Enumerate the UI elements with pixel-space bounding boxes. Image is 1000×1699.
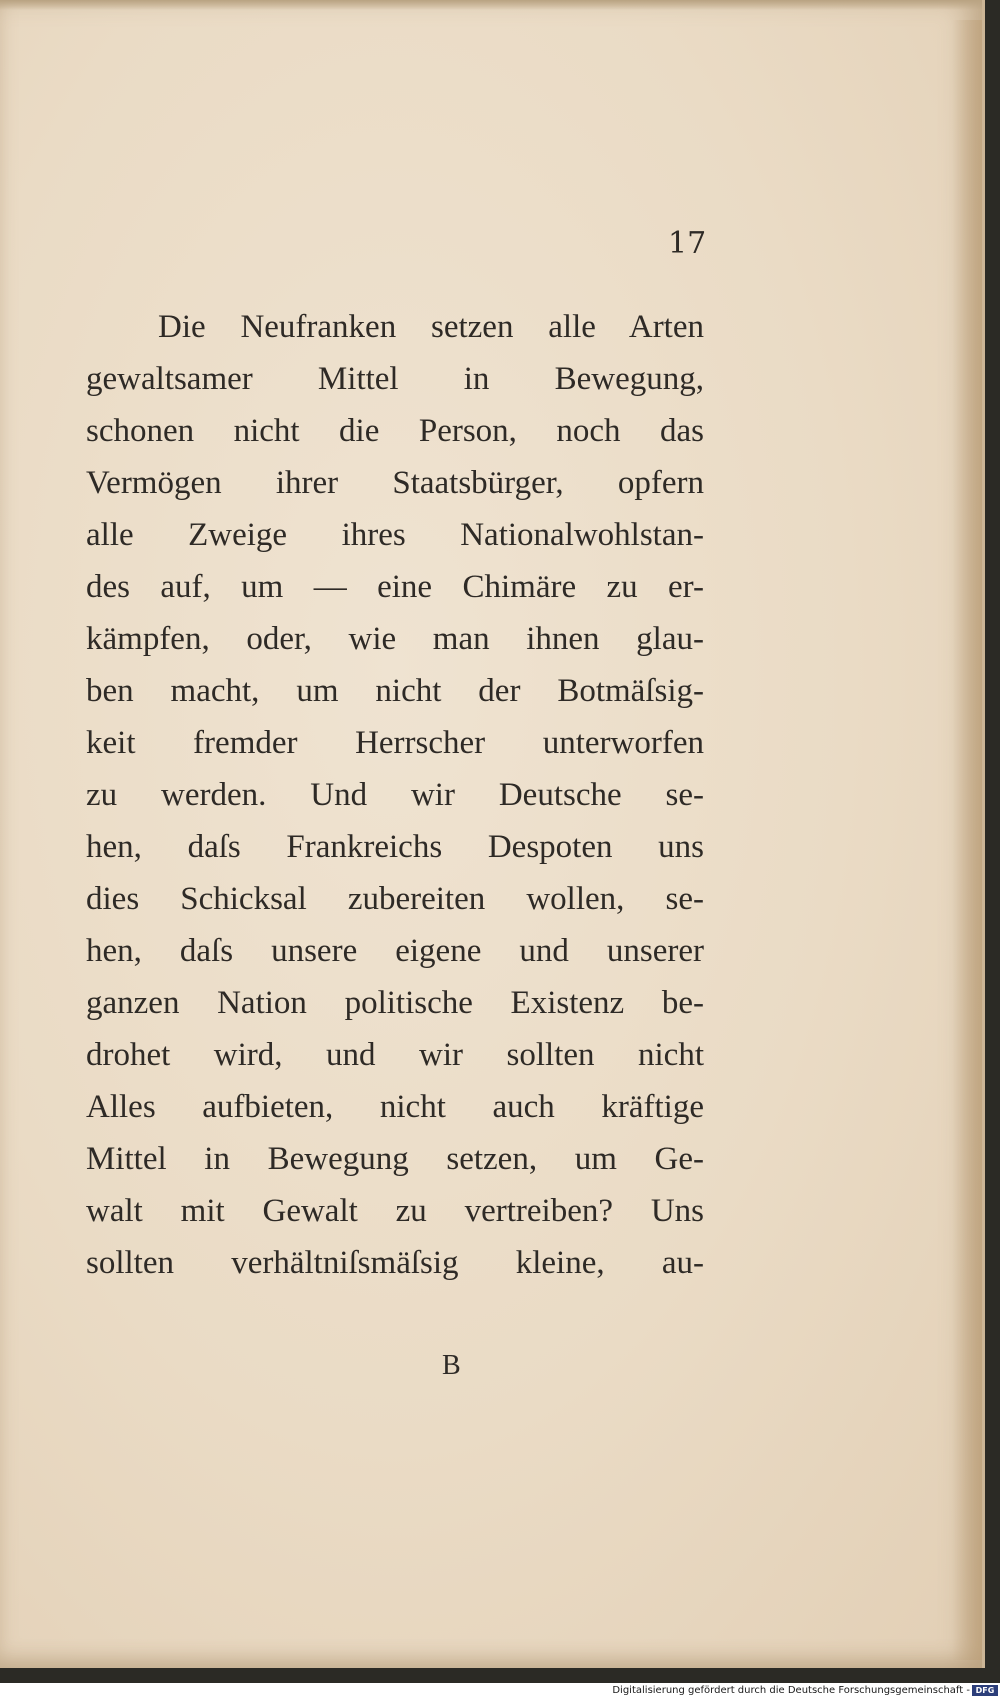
text-line: sollten verhältniſsmäſsig kleine, au- xyxy=(86,1245,704,1281)
text-line: walt mit Gewalt zu vertreiben? Uns xyxy=(86,1193,704,1229)
page-top-edge xyxy=(0,0,982,10)
text-line: ben macht, um nicht der Botmäſsig- xyxy=(86,673,704,709)
text-line: hen, daſs unsere eigene und unserer xyxy=(86,933,704,969)
footer-credit: Digitalisierung gefördert durch die Deutsche Forschungsgemeinschaft - xyxy=(612,1685,970,1696)
text-line: Mittel in Bewegung setzen, um Ge- xyxy=(86,1141,704,1177)
page-right-edge xyxy=(952,20,982,1660)
dfg-logo-icon: DFG xyxy=(972,1685,998,1696)
text-line: Vermögen ihrer Staatsbürger, opfern xyxy=(86,465,704,501)
digitization-footer xyxy=(0,1683,1000,1699)
text-line: alle Zweige ihres Nationalwohlstan- xyxy=(86,517,704,553)
text-line: Die Neufranken setzen alle Arten xyxy=(158,309,704,345)
text-line: hen, daſs Frankreichs Despoten uns xyxy=(86,829,704,865)
text-line: ganzen Nation politische Existenz be- xyxy=(86,985,704,1021)
text-line: kämpfen, oder, wie man ihnen glau- xyxy=(86,621,704,657)
text-line: keit fremder Herrscher unterworfen xyxy=(86,725,704,761)
text-line: des auf, um — eine Chimäre zu er- xyxy=(86,569,704,605)
text-line: drohet wird, und wir sollten nicht xyxy=(86,1037,704,1073)
text-line: dies Schicksal zubereiten wollen, se- xyxy=(86,881,704,917)
signature-mark: B xyxy=(442,1350,461,1381)
text-line: zu werden. Und wir Deutsche se- xyxy=(86,777,704,813)
text-line: gewaltsamer Mittel in Bewegung, xyxy=(86,361,704,397)
text-line: schonen nicht die Person, noch das xyxy=(86,413,704,449)
text-line: Alles aufbieten, nicht auch kräftige xyxy=(86,1089,704,1125)
page-number: 17 xyxy=(668,226,707,261)
